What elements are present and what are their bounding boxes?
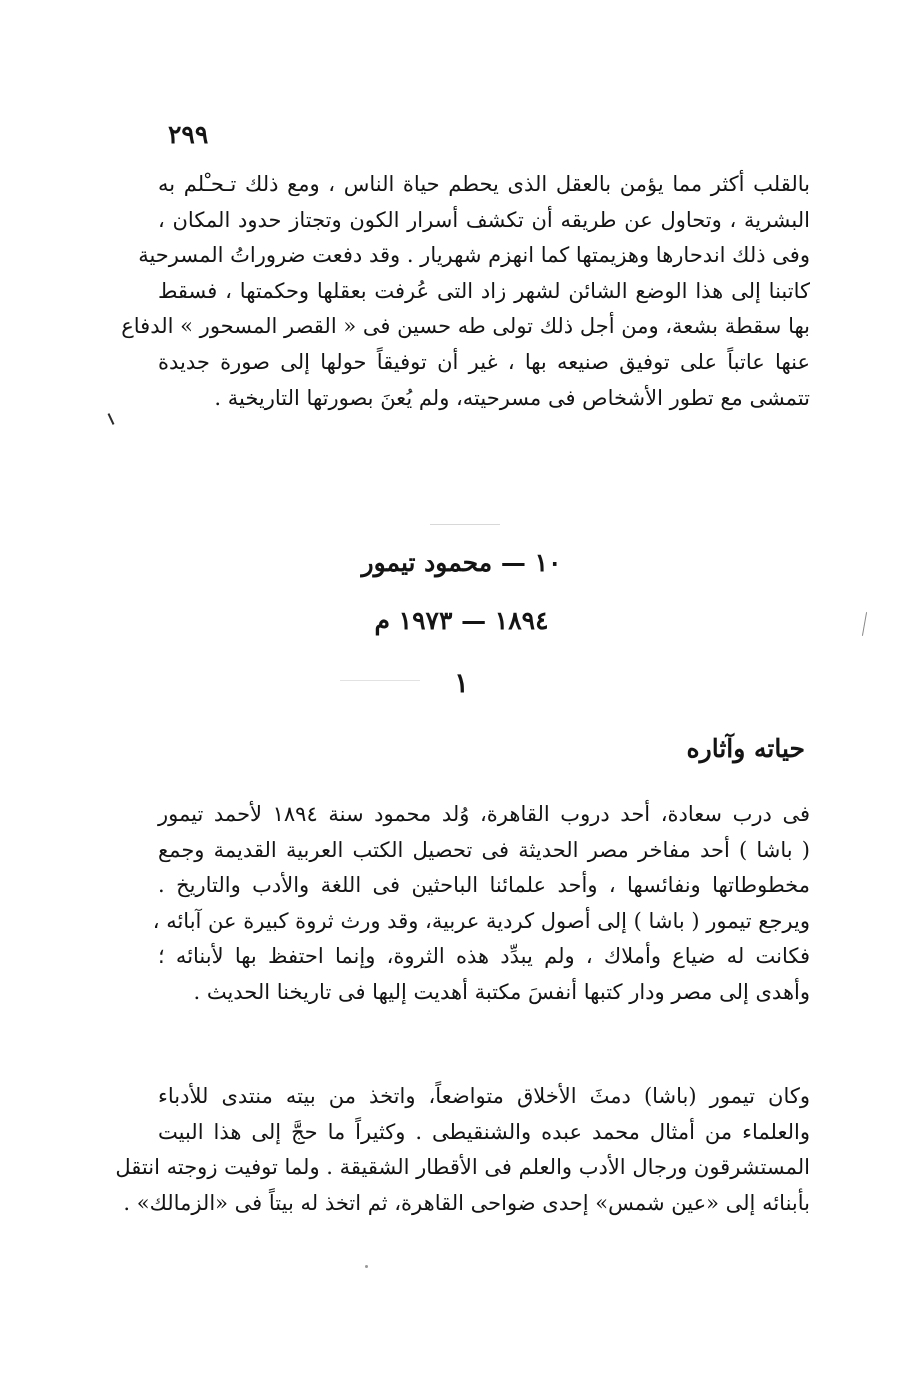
text-line: وأهدى إلى مصر ودار كتبها أنفسَ مكتبة أهديت إليها فى تاريخنا الحديث . — [193, 979, 810, 1004]
text-line: بها سقطة بشعة، ومن أجل ذلك تولى طه حسين فى « القصر المسحور » الدفاع — [121, 314, 810, 339]
ink-speck — [365, 1265, 368, 1268]
text-line: بالقلب أكثر مما يؤمن بالعقل الذى يحطم حياة الناس ، ومع ذلك تـحـْلم به — [158, 172, 810, 196]
text-line: ويرجع تيمور ( باشا ) إلى أصول كردية عربية، وقد ورث ثروة كبيرة عن آبائه ، — [152, 908, 810, 933]
faint-divider — [430, 524, 500, 525]
page-number: ٢٩٩ — [168, 120, 209, 149]
section-title: حياته وآثاره — [686, 734, 805, 763]
text-line: فى درب سعادة، أحد دروب القاهرة، وُلد محمود سنة ١٨٩٤ لأحمد تيمور — [158, 802, 810, 826]
text-line: كاتبنا إلى هذا الوضع الشائن لشهر زاد التى عُرفت بعقلها وحكمتها ، فسقط — [158, 278, 810, 303]
text-line: عنها عاتباً على توفيق صنيعه بها ، غير أن توفيقاً حولها إلى صورة جديدة — [158, 349, 810, 374]
text-line: البشرية ، وتحاول عن طريقه أن تكشف أسرار الكون وتجتاز حدود المكان ، — [158, 207, 810, 232]
text-line: وفى ذلك اندحارها وهزيمتها كما انهزم شهريار . وقد دفعت ضروراتُ المسرحية — [138, 243, 810, 268]
text-line: المستشرقون ورجال الأدب والعلم فى الأقطار الشقيقة . ولما توفيت زوجته انتقل — [115, 1155, 810, 1180]
text-line: تتمشى مع تطور الأشخاص فى مسرحيته، ولم يُعنَ بصورتها التاريخية . — [214, 385, 810, 410]
chapter-years: ١٨٩٤ — ١٩٧٣ م — [374, 606, 549, 635]
section-number: ١ — [454, 668, 469, 699]
text-line: وكان تيمور (باشا) دمثَ الأخلاق متواضعاً، واتخذ من بيته منتدى للأدباء — [158, 1084, 810, 1108]
text-line: فكانت له ضياع وأملاك ، ولم يبدِّد هذه الثروة، وإنما احتفظ بها لأبنائه ؛ — [158, 944, 810, 969]
paragraph-3 — [115, 1080, 810, 1222]
paragraph-1 — [121, 168, 810, 417]
text-line: ( باشا ) أحد مفاخر مصر الحديثة فى تحصيل الكتب العربية القديمة وجمع — [158, 837, 810, 862]
ink-speck — [108, 413, 115, 425]
text-line: والعلماء من أمثال محمد عبده والشنقيطى . وكثيراً ما حجَّ إلى هذا البيت — [158, 1119, 810, 1144]
text-line: مخطوطاتها ونفائسها ، وأحد علمائنا الباحثين فى اللغة والأدب والتاريخ . — [158, 873, 810, 898]
text-line: بأبنائه إلى «عين شمس» إحدى ضواحى القاهرة، ثم اتخذ له بيتاً فى «الزمالك» . — [123, 1190, 810, 1215]
chapter-title: ١٠ — محمود تيمور — [361, 548, 562, 577]
paragraph-2 — [152, 798, 810, 1012]
